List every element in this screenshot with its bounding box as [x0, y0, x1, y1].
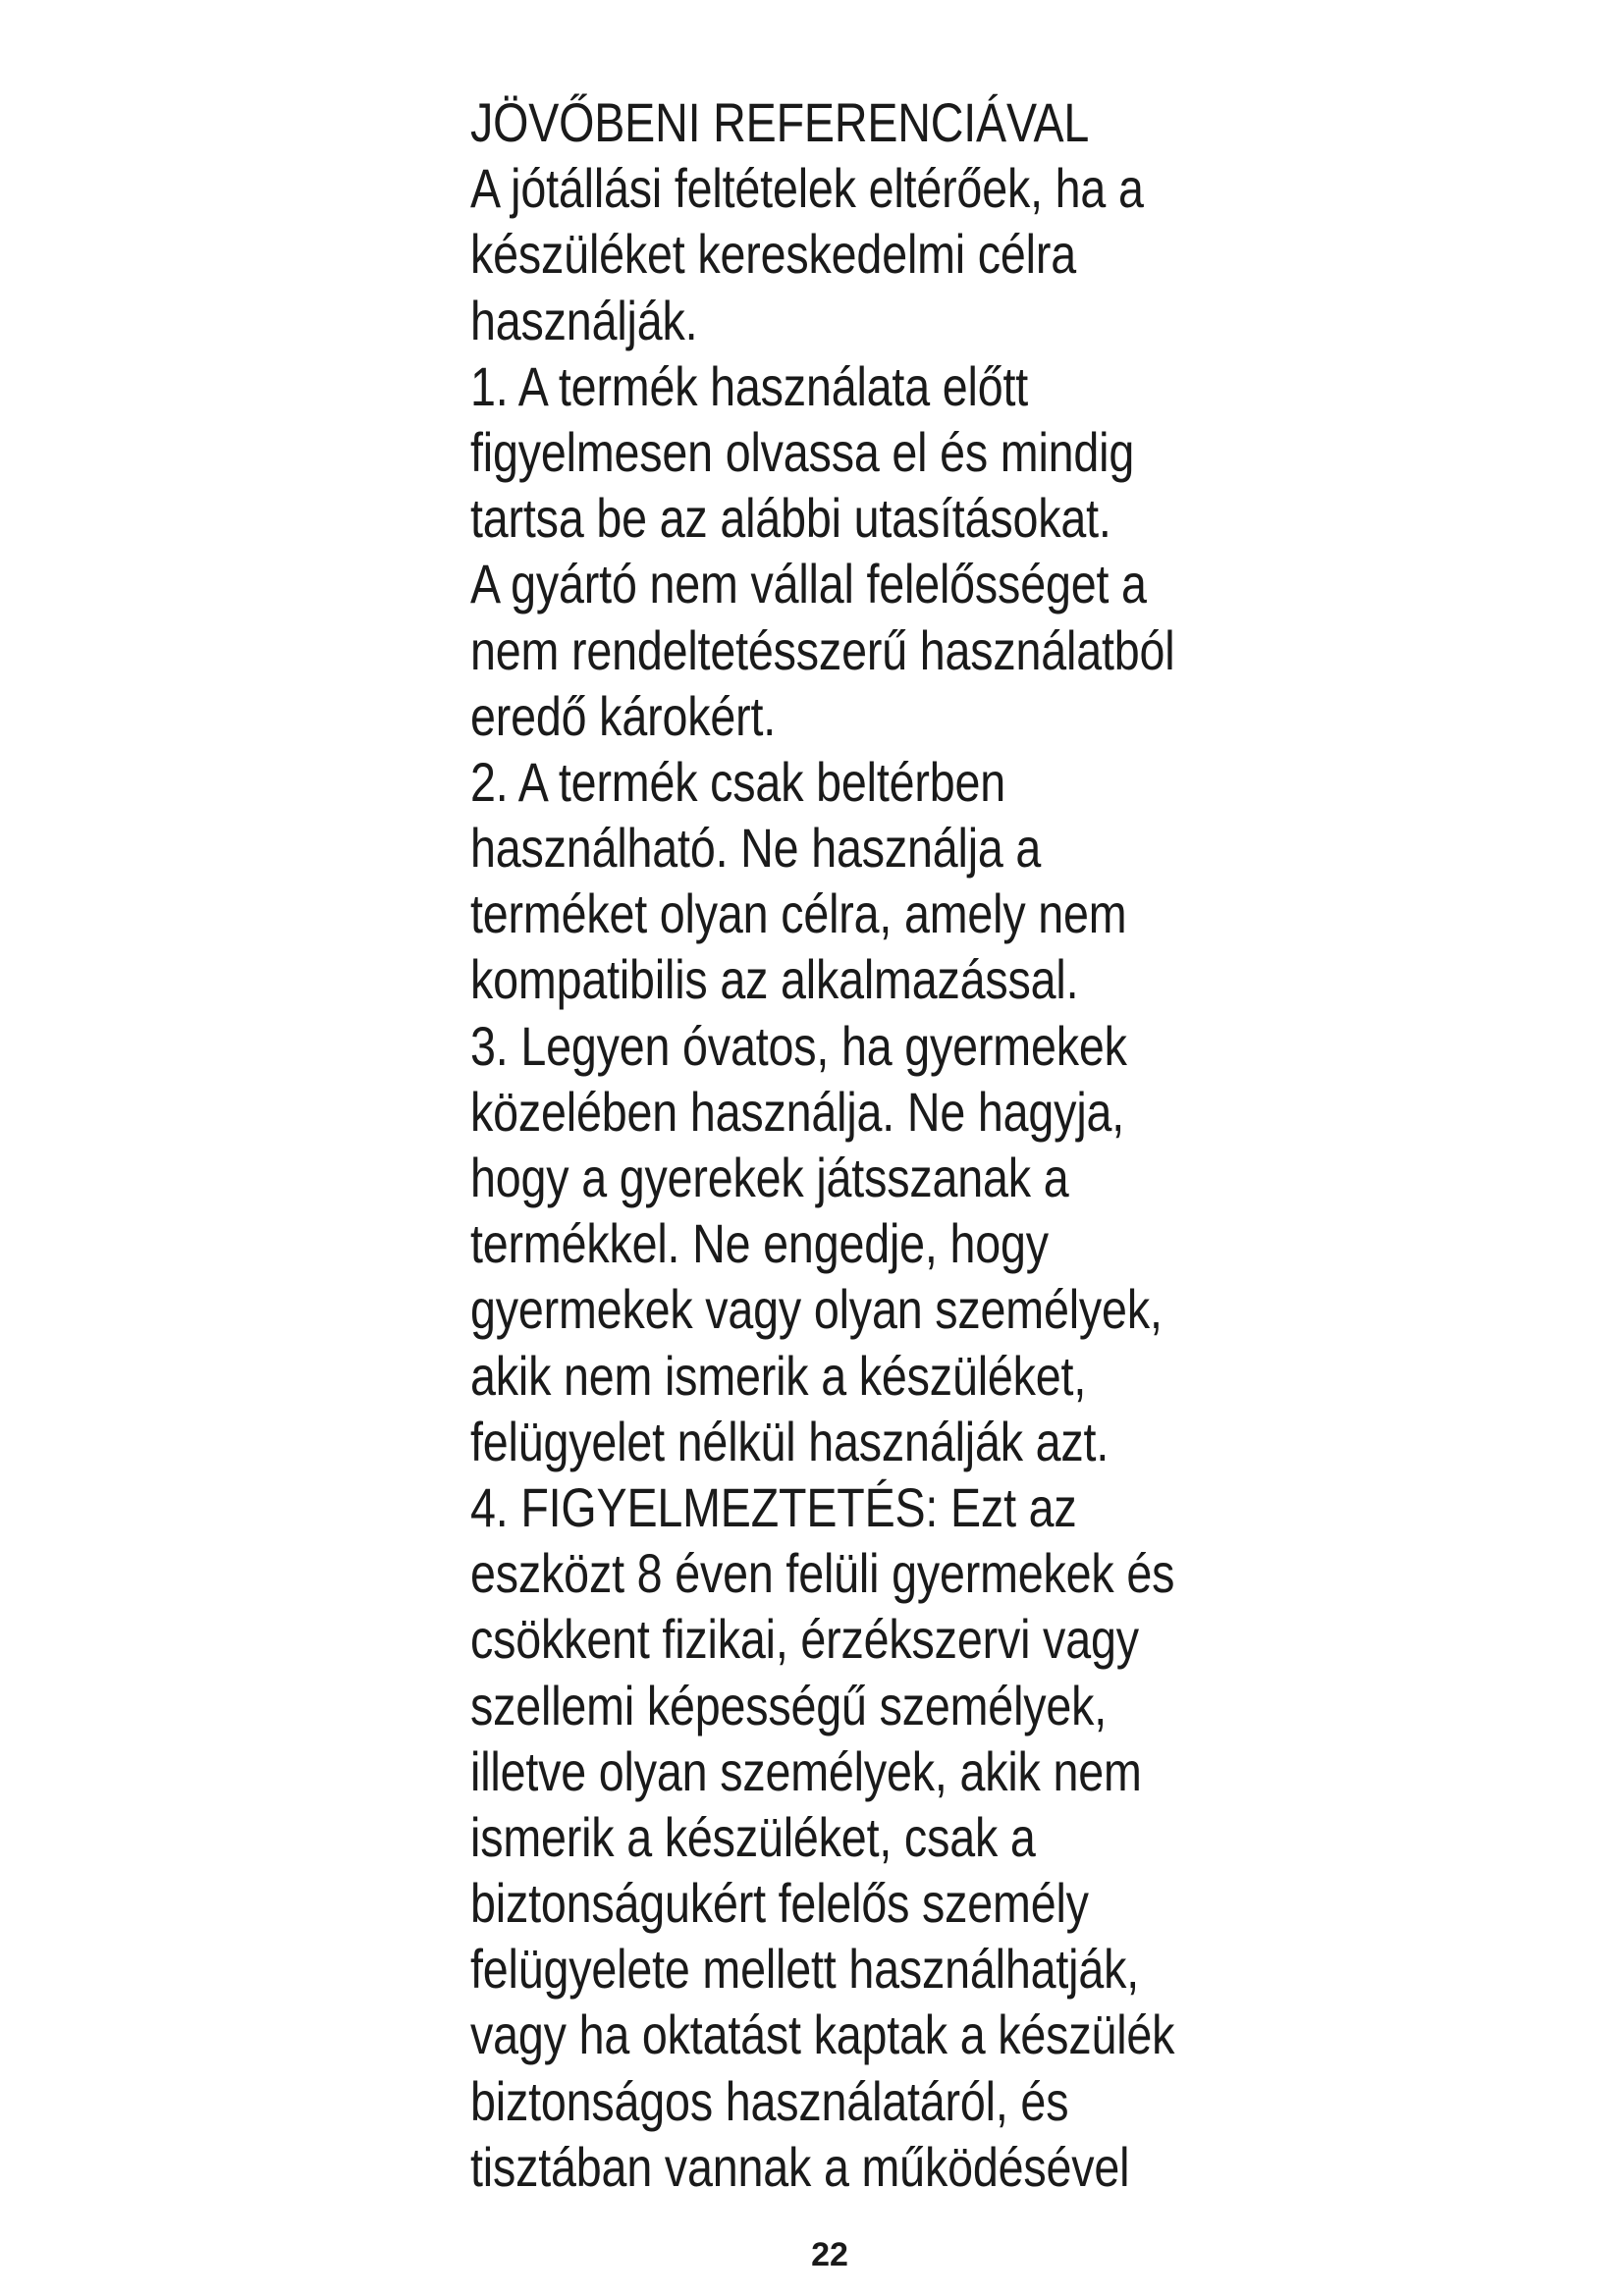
text-line: termékkel. Ne engedje, hogy: [470, 1213, 1049, 1275]
text-line: vagy ha oktatást kaptak a készülék: [470, 2004, 1175, 2066]
text-line: felügyelet nélkül használják azt.: [470, 1411, 1110, 1472]
text-line: ismerik a készüléket, csak a: [470, 1806, 1036, 1868]
page-number: 22: [811, 2236, 848, 2273]
manual-text-column: [470, 90, 1256, 2201]
text-line: gyermekek vagy olyan személyek,: [470, 1279, 1163, 1341]
text-line: használják.: [470, 290, 698, 351]
text-line: akik nem ismerik a készüléket,: [470, 1345, 1087, 1407]
section-heading: JÖVŐBENI REFERENCIÁVAL: [470, 92, 1090, 153]
text-line: 2. A termék csak beltérben: [470, 751, 1006, 813]
text-line: készüléket kereskedelmi célra: [470, 224, 1076, 286]
text-line: A jótállási feltételek eltérőek, ha a: [470, 158, 1144, 220]
text-line: használható. Ne használja a: [470, 818, 1042, 880]
text-line: illetve olyan személyek, akik nem: [470, 1740, 1142, 1802]
text-line: felügyelete mellett használhatják,: [470, 1939, 1140, 2001]
text-line: biztonságos használatáról, és: [470, 2070, 1069, 2132]
text-line: közelében használja. Ne hagyja,: [470, 1081, 1125, 1143]
text-line: 1. A termék használata előtt: [470, 355, 1029, 417]
text-line: kompatibilis az alkalmazással.: [470, 949, 1079, 1011]
text-line: hogy a gyerekek játsszanak a: [470, 1148, 1069, 1208]
text-line: eredő károkért.: [470, 685, 777, 747]
text-line: 3. Legyen óvatos, ha gyermekek: [470, 1015, 1127, 1077]
text-line: 4. FIGYELMEZTETÉS: Ezt az: [470, 1476, 1077, 1538]
text-line: tisztában vannak a működésével: [470, 2136, 1130, 2198]
text-line: szellemi képességű személyek,: [470, 1675, 1108, 1736]
text-line: csökkent fizikai, érzékszervi vagy: [470, 1609, 1139, 1671]
text-line: biztonságukért felelős személy: [470, 1873, 1089, 1935]
text-line: tartsa be az alábbi utasításokat.: [470, 488, 1111, 550]
text-line: terméket olyan célra, amely nem: [470, 883, 1127, 945]
text-line: eszközt 8 éven felüli gyermekek és: [470, 1543, 1175, 1605]
text-line: figyelmesen olvassa el és mindig: [470, 421, 1135, 483]
text-line: A gyártó nem vállal felelősséget a: [470, 554, 1147, 615]
text-line: nem rendeltetésszerű használatból: [470, 619, 1175, 681]
